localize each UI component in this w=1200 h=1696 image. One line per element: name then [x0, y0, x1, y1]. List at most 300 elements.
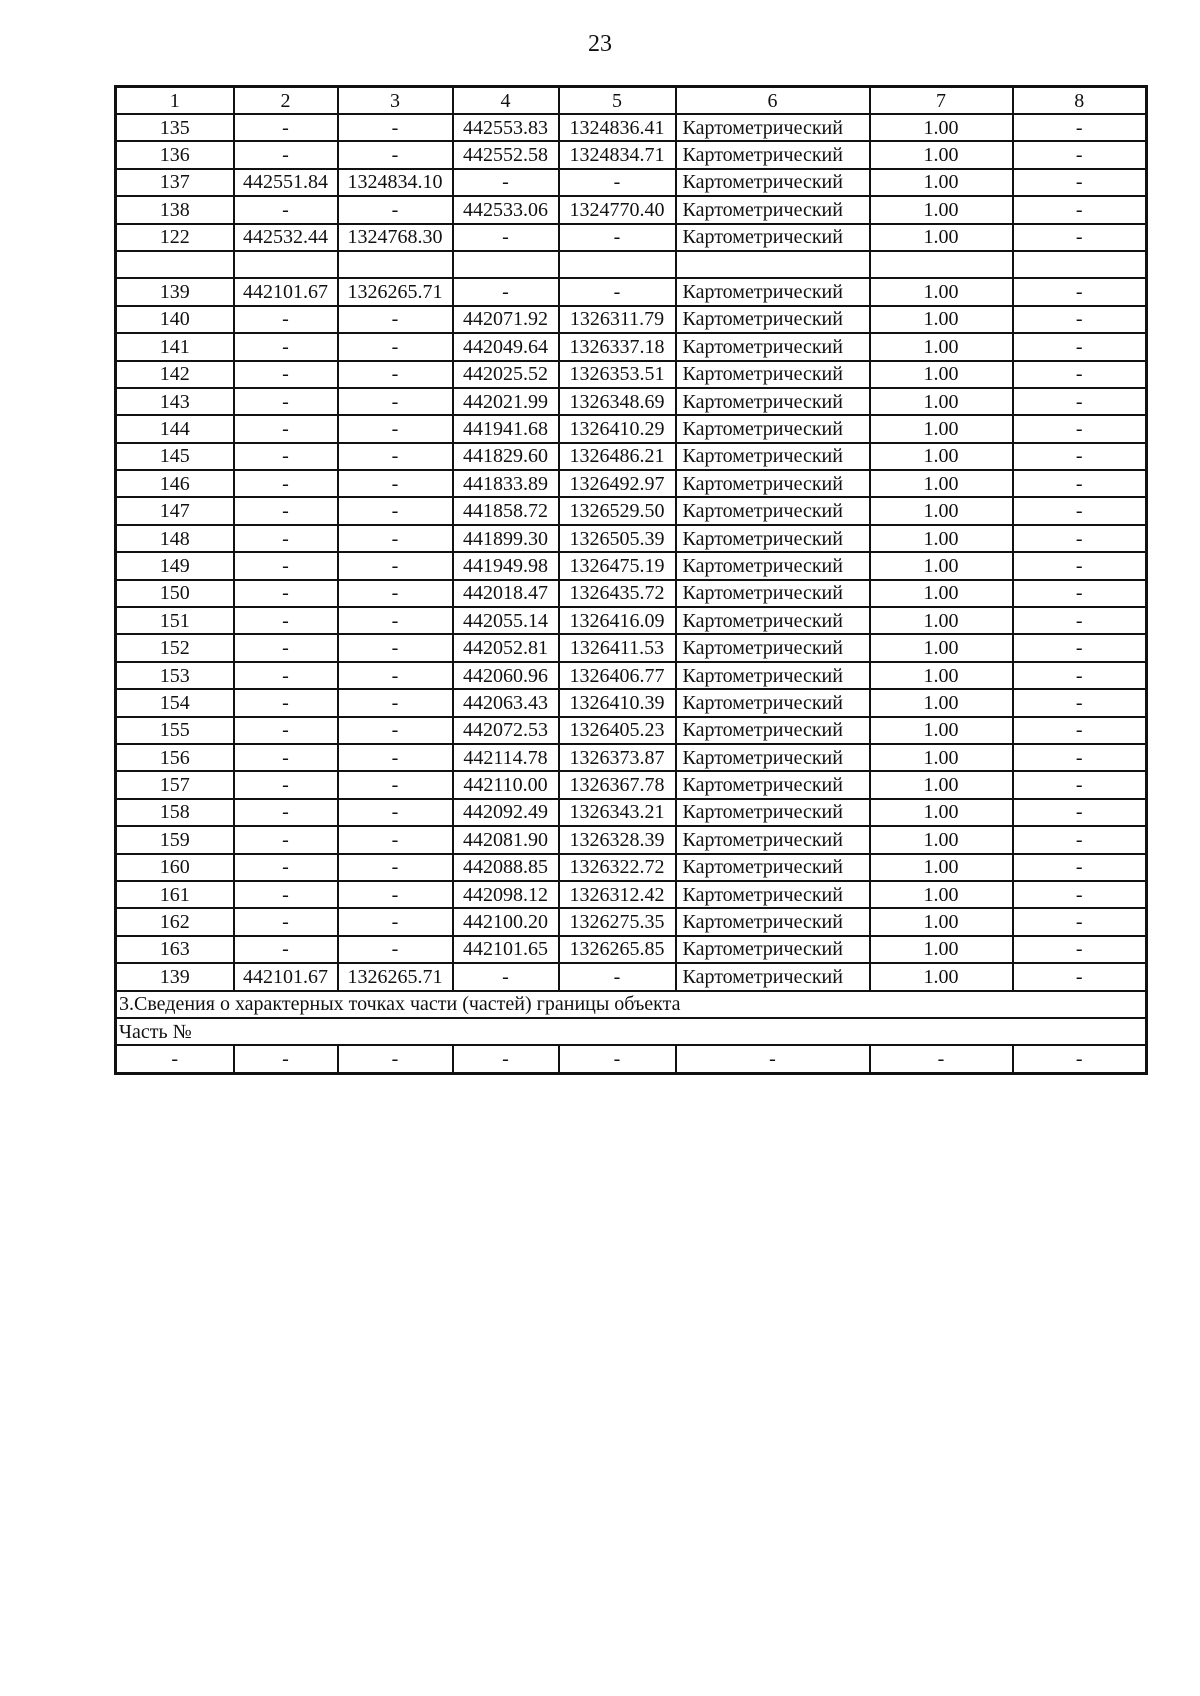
- table-cell-col-4: 442021.99: [453, 388, 559, 415]
- table-row: [116, 169, 1147, 196]
- table-row: [116, 552, 1147, 579]
- table-cell-col-4: -: [453, 224, 559, 251]
- section-title-row: [116, 991, 1147, 1018]
- table-cell-col-8: -: [1013, 388, 1147, 415]
- table-cell-col-8: -: [1013, 141, 1147, 168]
- table-row: [116, 936, 1147, 963]
- table-cell-col-8: -: [1013, 580, 1147, 607]
- table-cell-col-5: 1326353.51: [559, 361, 676, 388]
- table-row: [116, 224, 1147, 251]
- table-cell-col-8: [1013, 251, 1147, 278]
- table-cell-col-4: 442055.14: [453, 607, 559, 634]
- table-cell-col-7: 1.00: [870, 141, 1013, 168]
- table-cell-col-1: 1: [116, 87, 234, 115]
- table-cell-col-4: 442088.85: [453, 854, 559, 881]
- table-cell-col-2: -: [234, 881, 338, 908]
- part-label: Часть №: [116, 1018, 1147, 1045]
- table-cell-col-8: -: [1013, 963, 1147, 990]
- table-cell-col-2: [234, 251, 338, 278]
- table-cell-col-8: -: [1013, 333, 1147, 360]
- table-cell-col-5: 1326411.53: [559, 634, 676, 661]
- table-cell-col-2: -: [234, 634, 338, 661]
- table-row: [116, 771, 1147, 798]
- table-cell-col-4: 442110.00: [453, 771, 559, 798]
- table-cell-col-3: -: [338, 470, 453, 497]
- table-cell-col-2: -: [234, 607, 338, 634]
- table-cell-col-4: 441829.60: [453, 443, 559, 470]
- table-cell-col-5: -: [559, 1045, 676, 1073]
- table-cell-col-7: 1.00: [870, 634, 1013, 661]
- table-cell-col-5: 1324836.41: [559, 114, 676, 141]
- table-cell-col-8: 8: [1013, 87, 1147, 115]
- table-cell-col-8: -: [1013, 881, 1147, 908]
- table-cell-col-6: Картометрический: [676, 278, 870, 305]
- table-cell-col-3: 1324834.10: [338, 169, 453, 196]
- table-cell-col-8: -: [1013, 196, 1147, 223]
- table-cell-col-6: Картометрический: [676, 881, 870, 908]
- table-row: [116, 717, 1147, 744]
- table-body: [116, 87, 1147, 1074]
- table-cell-col-3: -: [338, 552, 453, 579]
- table-cell-col-7: 1.00: [870, 936, 1013, 963]
- table-row: [116, 744, 1147, 771]
- table-cell-col-5: 1326505.39: [559, 525, 676, 552]
- table-row: [116, 196, 1147, 223]
- table-cell-col-3: 3: [338, 87, 453, 115]
- part-label-row: [116, 1018, 1147, 1045]
- table-cell-col-3: 1324768.30: [338, 224, 453, 251]
- table-cell-col-7: 1.00: [870, 278, 1013, 305]
- table-cell-col-5: -: [559, 963, 676, 990]
- table-cell-col-5: [559, 251, 676, 278]
- table-cell-col-2: 442101.67: [234, 278, 338, 305]
- table-cell-col-2: -: [234, 799, 338, 826]
- table-cell-col-8: -: [1013, 443, 1147, 470]
- table-cell-col-2: 2: [234, 87, 338, 115]
- table-cell-col-3: -: [338, 936, 453, 963]
- table-cell-col-3: -: [338, 306, 453, 333]
- table-cell-col-4: 442060.96: [453, 662, 559, 689]
- table-header-row: [116, 87, 1147, 115]
- page-number: 23: [588, 31, 612, 57]
- table-cell-col-1: 155: [116, 717, 234, 744]
- table-cell-col-2: -: [234, 497, 338, 524]
- table-cell-col-6: Картометрический: [676, 552, 870, 579]
- table-cell-col-7: 1.00: [870, 114, 1013, 141]
- table-cell-col-4: 441899.30: [453, 525, 559, 552]
- table-row: [116, 580, 1147, 607]
- table-cell-col-1: -: [116, 1045, 234, 1073]
- table-cell-col-1: 135: [116, 114, 234, 141]
- table-row: [116, 854, 1147, 881]
- table-cell-col-4: 442063.43: [453, 689, 559, 716]
- table-cell-col-3: -: [338, 634, 453, 661]
- table-cell-col-6: Картометрический: [676, 388, 870, 415]
- table-cell-col-3: -: [338, 196, 453, 223]
- table-cell-col-4: 442552.58: [453, 141, 559, 168]
- table-cell-col-7: 1.00: [870, 361, 1013, 388]
- table-cell-col-6: Картометрический: [676, 963, 870, 990]
- table-cell-col-8: -: [1013, 470, 1147, 497]
- table-cell-col-8: -: [1013, 361, 1147, 388]
- table-cell-col-4: 441941.68: [453, 415, 559, 442]
- table-cell-col-2: -: [234, 443, 338, 470]
- table-cell-col-5: 1326435.72: [559, 580, 676, 607]
- table-cell-col-1: 137: [116, 169, 234, 196]
- table-cell-col-7: 1.00: [870, 881, 1013, 908]
- table-cell-col-3: -: [338, 1045, 453, 1073]
- table-cell-col-6: Картометрический: [676, 470, 870, 497]
- table-row: [116, 799, 1147, 826]
- table-row: [116, 470, 1147, 497]
- table-cell-col-1: 160: [116, 854, 234, 881]
- table-cell-col-1: 138: [116, 196, 234, 223]
- table-row: [116, 881, 1147, 908]
- table-cell-col-2: 442101.67: [234, 963, 338, 990]
- table-blank-row: [116, 251, 1147, 278]
- table-cell-col-3: [338, 251, 453, 278]
- table-cell-col-5: 1326275.35: [559, 908, 676, 935]
- table-cell-col-8: -: [1013, 1045, 1147, 1073]
- table-cell-col-8: -: [1013, 552, 1147, 579]
- table-cell-col-1: 142: [116, 361, 234, 388]
- table-cell-col-6: Картометрический: [676, 525, 870, 552]
- table-cell-col-7: 1.00: [870, 799, 1013, 826]
- table-cell-col-7: 1.00: [870, 388, 1013, 415]
- table-cell-col-7: -: [870, 1045, 1013, 1073]
- table-cell-col-2: -: [234, 470, 338, 497]
- table-cell-col-8: -: [1013, 278, 1147, 305]
- table-row: [116, 525, 1147, 552]
- table-cell-col-2: -: [234, 361, 338, 388]
- table-row: [116, 662, 1147, 689]
- table-cell-col-4: 442101.65: [453, 936, 559, 963]
- table-cell-col-4: 442100.20: [453, 908, 559, 935]
- table-cell-col-6: Картометрический: [676, 333, 870, 360]
- table-cell-col-7: 1.00: [870, 744, 1013, 771]
- table-cell-col-4: 442553.83: [453, 114, 559, 141]
- table-cell-col-3: -: [338, 854, 453, 881]
- table-row: [116, 634, 1147, 661]
- table-cell-col-7: 1.00: [870, 689, 1013, 716]
- table-cell-col-6: Картометрический: [676, 169, 870, 196]
- table-row: [116, 114, 1147, 141]
- table-cell-col-5: 5: [559, 87, 676, 115]
- table-cell-col-8: -: [1013, 689, 1147, 716]
- table-cell-col-3: -: [338, 361, 453, 388]
- table-cell-col-7: 1.00: [870, 224, 1013, 251]
- table-cell-col-5: 1326406.77: [559, 662, 676, 689]
- table-row: [116, 306, 1147, 333]
- table-cell-col-2: -: [234, 141, 338, 168]
- table-cell-col-5: 1326486.21: [559, 443, 676, 470]
- table-cell-col-1: 122: [116, 224, 234, 251]
- table-row: [116, 963, 1147, 990]
- table-row-empty: [116, 1045, 1147, 1073]
- table-cell-col-4: 4: [453, 87, 559, 115]
- table-cell-col-4: 442114.78: [453, 744, 559, 771]
- table-cell-col-2: -: [234, 196, 338, 223]
- table-cell-col-1: 156: [116, 744, 234, 771]
- table-cell-col-8: -: [1013, 497, 1147, 524]
- table-cell-col-5: 1326328.39: [559, 826, 676, 853]
- table-cell-col-7: [870, 251, 1013, 278]
- table-cell-col-5: 1326373.87: [559, 744, 676, 771]
- table-cell-col-2: -: [234, 771, 338, 798]
- table-cell-col-3: -: [338, 689, 453, 716]
- table-cell-col-6: Картометрический: [676, 497, 870, 524]
- table-cell-col-8: -: [1013, 169, 1147, 196]
- table-cell-col-1: 139: [116, 963, 234, 990]
- table-cell-col-6: Картометрический: [676, 826, 870, 853]
- table-cell-col-4: 442025.52: [453, 361, 559, 388]
- table-cell-col-5: 1326367.78: [559, 771, 676, 798]
- table-cell-col-4: -: [453, 963, 559, 990]
- table-cell-col-1: 141: [116, 333, 234, 360]
- table-cell-col-8: -: [1013, 826, 1147, 853]
- table-cell-col-3: -: [338, 881, 453, 908]
- table-cell-col-3: -: [338, 717, 453, 744]
- table-cell-col-3: 1326265.71: [338, 963, 453, 990]
- table-cell-col-3: -: [338, 443, 453, 470]
- table-cell-col-8: -: [1013, 114, 1147, 141]
- table-cell-col-5: 1326348.69: [559, 388, 676, 415]
- table-cell-col-8: -: [1013, 415, 1147, 442]
- table-cell-col-7: 1.00: [870, 470, 1013, 497]
- table-cell-col-1: 146: [116, 470, 234, 497]
- table-cell-col-2: -: [234, 552, 338, 579]
- table-cell-col-6: Картометрический: [676, 415, 870, 442]
- table-cell-col-3: -: [338, 580, 453, 607]
- table-cell-col-1: 150: [116, 580, 234, 607]
- table-cell-col-1: 148: [116, 525, 234, 552]
- table-cell-col-2: -: [234, 306, 338, 333]
- table-cell-col-1: 140: [116, 306, 234, 333]
- table-cell-col-1: [116, 251, 234, 278]
- table-cell-col-8: -: [1013, 854, 1147, 881]
- table-cell-col-3: -: [338, 388, 453, 415]
- table-cell-col-4: 442533.06: [453, 196, 559, 223]
- table-cell-col-6: Картометрический: [676, 634, 870, 661]
- table-cell-col-6: Картометрический: [676, 908, 870, 935]
- table-cell-col-2: -: [234, 580, 338, 607]
- table-cell-col-3: -: [338, 415, 453, 442]
- boundary-points-table: [114, 85, 1148, 1075]
- table-cell-col-7: 1.00: [870, 552, 1013, 579]
- table-row: [116, 333, 1147, 360]
- table-cell-col-4: 442092.49: [453, 799, 559, 826]
- table-cell-col-1: 157: [116, 771, 234, 798]
- table-cell-col-8: -: [1013, 607, 1147, 634]
- table-cell-col-6: 6: [676, 87, 870, 115]
- table-cell-col-7: 1.00: [870, 717, 1013, 744]
- table-cell-col-7: 1.00: [870, 497, 1013, 524]
- table-cell-col-2: 442532.44: [234, 224, 338, 251]
- table-cell-col-5: 1326343.21: [559, 799, 676, 826]
- table-cell-col-4: 442071.92: [453, 306, 559, 333]
- table-cell-col-7: 1.00: [870, 607, 1013, 634]
- table-cell-col-7: 1.00: [870, 333, 1013, 360]
- table-cell-col-5: 1326410.29: [559, 415, 676, 442]
- table-cell-col-2: -: [234, 854, 338, 881]
- table-cell-col-8: -: [1013, 634, 1147, 661]
- table-cell-col-3: -: [338, 771, 453, 798]
- table-cell-col-7: 1.00: [870, 415, 1013, 442]
- table-cell-col-8: -: [1013, 306, 1147, 333]
- table-cell-col-8: -: [1013, 717, 1147, 744]
- table-cell-col-6: Картометрический: [676, 744, 870, 771]
- table-cell-col-4: 441858.72: [453, 497, 559, 524]
- table-cell-col-1: 154: [116, 689, 234, 716]
- table-row: [116, 826, 1147, 853]
- table-cell-col-1: 163: [116, 936, 234, 963]
- table-cell-col-4: 441833.89: [453, 470, 559, 497]
- table-cell-col-7: 1.00: [870, 169, 1013, 196]
- table-cell-col-1: 151: [116, 607, 234, 634]
- table-cell-col-1: 162: [116, 908, 234, 935]
- table-cell-col-1: 139: [116, 278, 234, 305]
- table-cell-col-6: Картометрический: [676, 607, 870, 634]
- table-cell-col-6: [676, 251, 870, 278]
- table-cell-col-7: 1.00: [870, 525, 1013, 552]
- table-cell-col-4: 442052.81: [453, 634, 559, 661]
- table-cell-col-4: -: [453, 1045, 559, 1073]
- table-cell-col-6: -: [676, 1045, 870, 1073]
- table-cell-col-4: 442072.53: [453, 717, 559, 744]
- table-cell-col-7: 1.00: [870, 826, 1013, 853]
- table-cell-col-4: 442098.12: [453, 881, 559, 908]
- table-cell-col-2: -: [234, 936, 338, 963]
- table-cell-col-3: -: [338, 662, 453, 689]
- table-cell-col-2: -: [234, 333, 338, 360]
- table-cell-col-3: -: [338, 799, 453, 826]
- table-cell-col-6: Картометрический: [676, 771, 870, 798]
- table-cell-col-4: [453, 251, 559, 278]
- table-cell-col-6: Картометрический: [676, 936, 870, 963]
- table-cell-col-8: -: [1013, 936, 1147, 963]
- table-cell-col-6: Картометрический: [676, 854, 870, 881]
- table-cell-col-1: 149: [116, 552, 234, 579]
- table-cell-col-5: 1326529.50: [559, 497, 676, 524]
- table-cell-col-7: 1.00: [870, 662, 1013, 689]
- table-cell-col-3: -: [338, 826, 453, 853]
- table-cell-col-5: 1324770.40: [559, 196, 676, 223]
- table-row: [116, 141, 1147, 168]
- table-cell-col-2: -: [234, 717, 338, 744]
- table-cell-col-7: 7: [870, 87, 1013, 115]
- table-cell-col-5: 1326311.79: [559, 306, 676, 333]
- table-row: [116, 415, 1147, 442]
- table-row: [116, 689, 1147, 716]
- table-cell-col-2: 442551.84: [234, 169, 338, 196]
- table-cell-col-3: -: [338, 607, 453, 634]
- table-row: [116, 908, 1147, 935]
- table-cell-col-4: -: [453, 278, 559, 305]
- table-cell-col-4: -: [453, 169, 559, 196]
- table-cell-col-6: Картометрический: [676, 114, 870, 141]
- table-cell-col-6: Картометрический: [676, 443, 870, 470]
- table-row: [116, 443, 1147, 470]
- table-cell-col-5: 1326416.09: [559, 607, 676, 634]
- table-cell-col-8: -: [1013, 799, 1147, 826]
- table-cell-col-2: -: [234, 826, 338, 853]
- table-row: [116, 497, 1147, 524]
- table-cell-col-3: -: [338, 141, 453, 168]
- table-cell-col-6: Картометрический: [676, 224, 870, 251]
- table-cell-col-3: -: [338, 114, 453, 141]
- table-cell-col-8: -: [1013, 744, 1147, 771]
- table-cell-col-4: 442049.64: [453, 333, 559, 360]
- table-cell-col-2: -: [234, 114, 338, 141]
- table-cell-col-2: -: [234, 908, 338, 935]
- section-title: 3.Сведения о характерных точках части (частей) границы объекта: [116, 991, 1147, 1018]
- table-cell-col-1: 145: [116, 443, 234, 470]
- table-cell-col-6: Картометрический: [676, 689, 870, 716]
- table-cell-col-5: 1326410.39: [559, 689, 676, 716]
- table-cell-col-2: -: [234, 689, 338, 716]
- table-cell-col-2: -: [234, 525, 338, 552]
- table-cell-col-7: 1.00: [870, 306, 1013, 333]
- table-cell-col-5: -: [559, 169, 676, 196]
- table-cell-col-1: 159: [116, 826, 234, 853]
- table-cell-col-7: 1.00: [870, 854, 1013, 881]
- table-cell-col-5: 1326312.42: [559, 881, 676, 908]
- table-cell-col-1: 161: [116, 881, 234, 908]
- table-cell-col-6: Картометрический: [676, 799, 870, 826]
- table-cell-col-5: 1324834.71: [559, 141, 676, 168]
- table-cell-col-2: -: [234, 744, 338, 771]
- table-cell-col-5: 1326492.97: [559, 470, 676, 497]
- table-cell-col-1: 158: [116, 799, 234, 826]
- table-cell-col-8: -: [1013, 662, 1147, 689]
- table-cell-col-3: -: [338, 744, 453, 771]
- table-cell-col-6: Картометрический: [676, 662, 870, 689]
- table-cell-col-7: 1.00: [870, 196, 1013, 223]
- table-cell-col-1: 136: [116, 141, 234, 168]
- table-cell-col-7: 1.00: [870, 443, 1013, 470]
- table-cell-col-8: -: [1013, 771, 1147, 798]
- table-cell-col-1: 152: [116, 634, 234, 661]
- table-cell-col-1: 144: [116, 415, 234, 442]
- table-cell-col-3: -: [338, 525, 453, 552]
- table-cell-col-7: 1.00: [870, 963, 1013, 990]
- table-cell-col-2: -: [234, 1045, 338, 1073]
- table-cell-col-6: Картометрический: [676, 717, 870, 744]
- table-row: [116, 607, 1147, 634]
- table-cell-col-1: 147: [116, 497, 234, 524]
- table-cell-col-4: 442018.47: [453, 580, 559, 607]
- table-cell-col-8: -: [1013, 525, 1147, 552]
- table-cell-col-7: 1.00: [870, 580, 1013, 607]
- table-cell-col-6: Картометрический: [676, 141, 870, 168]
- table-cell-col-7: 1.00: [870, 771, 1013, 798]
- table-cell-col-4: 441949.98: [453, 552, 559, 579]
- table-cell-col-5: 1326405.23: [559, 717, 676, 744]
- table-cell-col-1: 143: [116, 388, 234, 415]
- table-cell-col-3: -: [338, 908, 453, 935]
- table-cell-col-5: 1326322.72: [559, 854, 676, 881]
- table-cell-col-8: -: [1013, 908, 1147, 935]
- table-cell-col-7: 1.00: [870, 908, 1013, 935]
- table-cell-col-4: 442081.90: [453, 826, 559, 853]
- table-cell-col-1: 153: [116, 662, 234, 689]
- table-cell-col-5: 1326265.85: [559, 936, 676, 963]
- table-cell-col-3: -: [338, 497, 453, 524]
- table-row: [116, 388, 1147, 415]
- table-cell-col-5: 1326475.19: [559, 552, 676, 579]
- table-cell-col-6: Картометрический: [676, 580, 870, 607]
- table-row: [116, 361, 1147, 388]
